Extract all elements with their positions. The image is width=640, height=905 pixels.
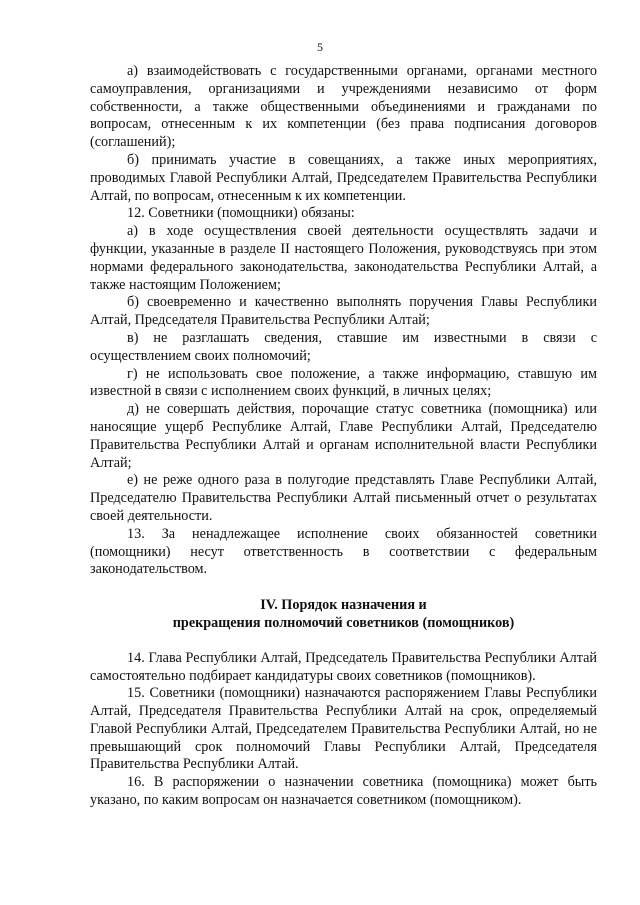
paragraph-15: 15. Советники (помощники) назначаются распоряжением Главы Республики Алтай, Председателя Правительства Республики Алтай на срок, определяемый Главой Республики Алтай, Председателем Правительства Республики Алтай, но не превышающий срок полномочий Главы Республики Алтай, Председателя Правительства Республики Алтай. bbox=[90, 685, 597, 773]
paragraph-12d: д) не совершать действия, порочащие статус советника (помощника) или наносящие ущерб Республике Алтай, Главе Республики Алтай, Председателю Правительства Республики Алтай и органам исполнительной власти Республики Алтай; bbox=[90, 401, 597, 471]
paragraph-13: 13. За ненадлежащее исполнение своих обязанностей советники (помощники) несут ответственность в соответствии с федеральным законодательством. bbox=[90, 525, 597, 578]
section-heading-line-1: IV. Порядок назначения и bbox=[260, 597, 427, 614]
paragraph-12b: б) своевременно и качественно выполнять поручения Главы Республики Алтай, Председателя Правительства Республики Алтай; bbox=[90, 294, 597, 329]
paragraph-14: 14. Глава Республики Алтай, Председатель Правительства Республики Алтай самостоятельно подбирает кандидатуры своих советников (помощников). bbox=[90, 649, 597, 684]
document-body bbox=[90, 63, 597, 810]
page-number: 5 bbox=[317, 40, 323, 54]
section-heading-line-2: прекращения полномочий советников (помощников) bbox=[172, 614, 515, 631]
paragraph-12e: е) не реже одного раза в полугодие представлять Главе Республики Алтай, Председателю Правительства Республики Алтай письменный отчет о результатах своей деятельности. bbox=[90, 472, 597, 524]
paragraph-12a: а) в ходе осуществления своей деятельности осуществлять задачи и функции, указанные в разделе II настоящего Положения, руководствуясь при этом нормами федерального законодательства, законодательства Республики Алтай, а также настоящим Положением; bbox=[90, 223, 597, 293]
paragraph-11a: а) взаимодействовать с государственными органами, органами местного самоуправления, организациями и учреждениями независимо от форм собственности, а также общественными объединениями и гражданами по вопросам, отнесенным к их компетенции (без права подписания договоров (соглашений); bbox=[90, 63, 597, 151]
section-heading bbox=[90, 597, 597, 633]
paragraph-16: 16. В распоряжении о назначении советника (помощника) может быть указано, по каким вопросам он назначается советником (помощником). bbox=[90, 774, 597, 809]
paragraph-12v: в) не разглашать сведения, ставшие им известными в связи с осуществлением своих полномочий; bbox=[90, 329, 597, 364]
paragraph-12g: г) не использовать свое положение, а также информацию, ставшую им известной в связи с исполнением своих функций, в личных целях; bbox=[90, 365, 597, 400]
paragraph-12: 12. Советники (помощники) обязаны: bbox=[127, 205, 355, 222]
paragraph-11b: б) принимать участие в совещаниях, а также иных мероприятиях, проводимых Главой Республики Алтай, Председателем Правительства Республики Алтай, по вопросам, отнесенным к их компетенции. bbox=[90, 151, 597, 204]
